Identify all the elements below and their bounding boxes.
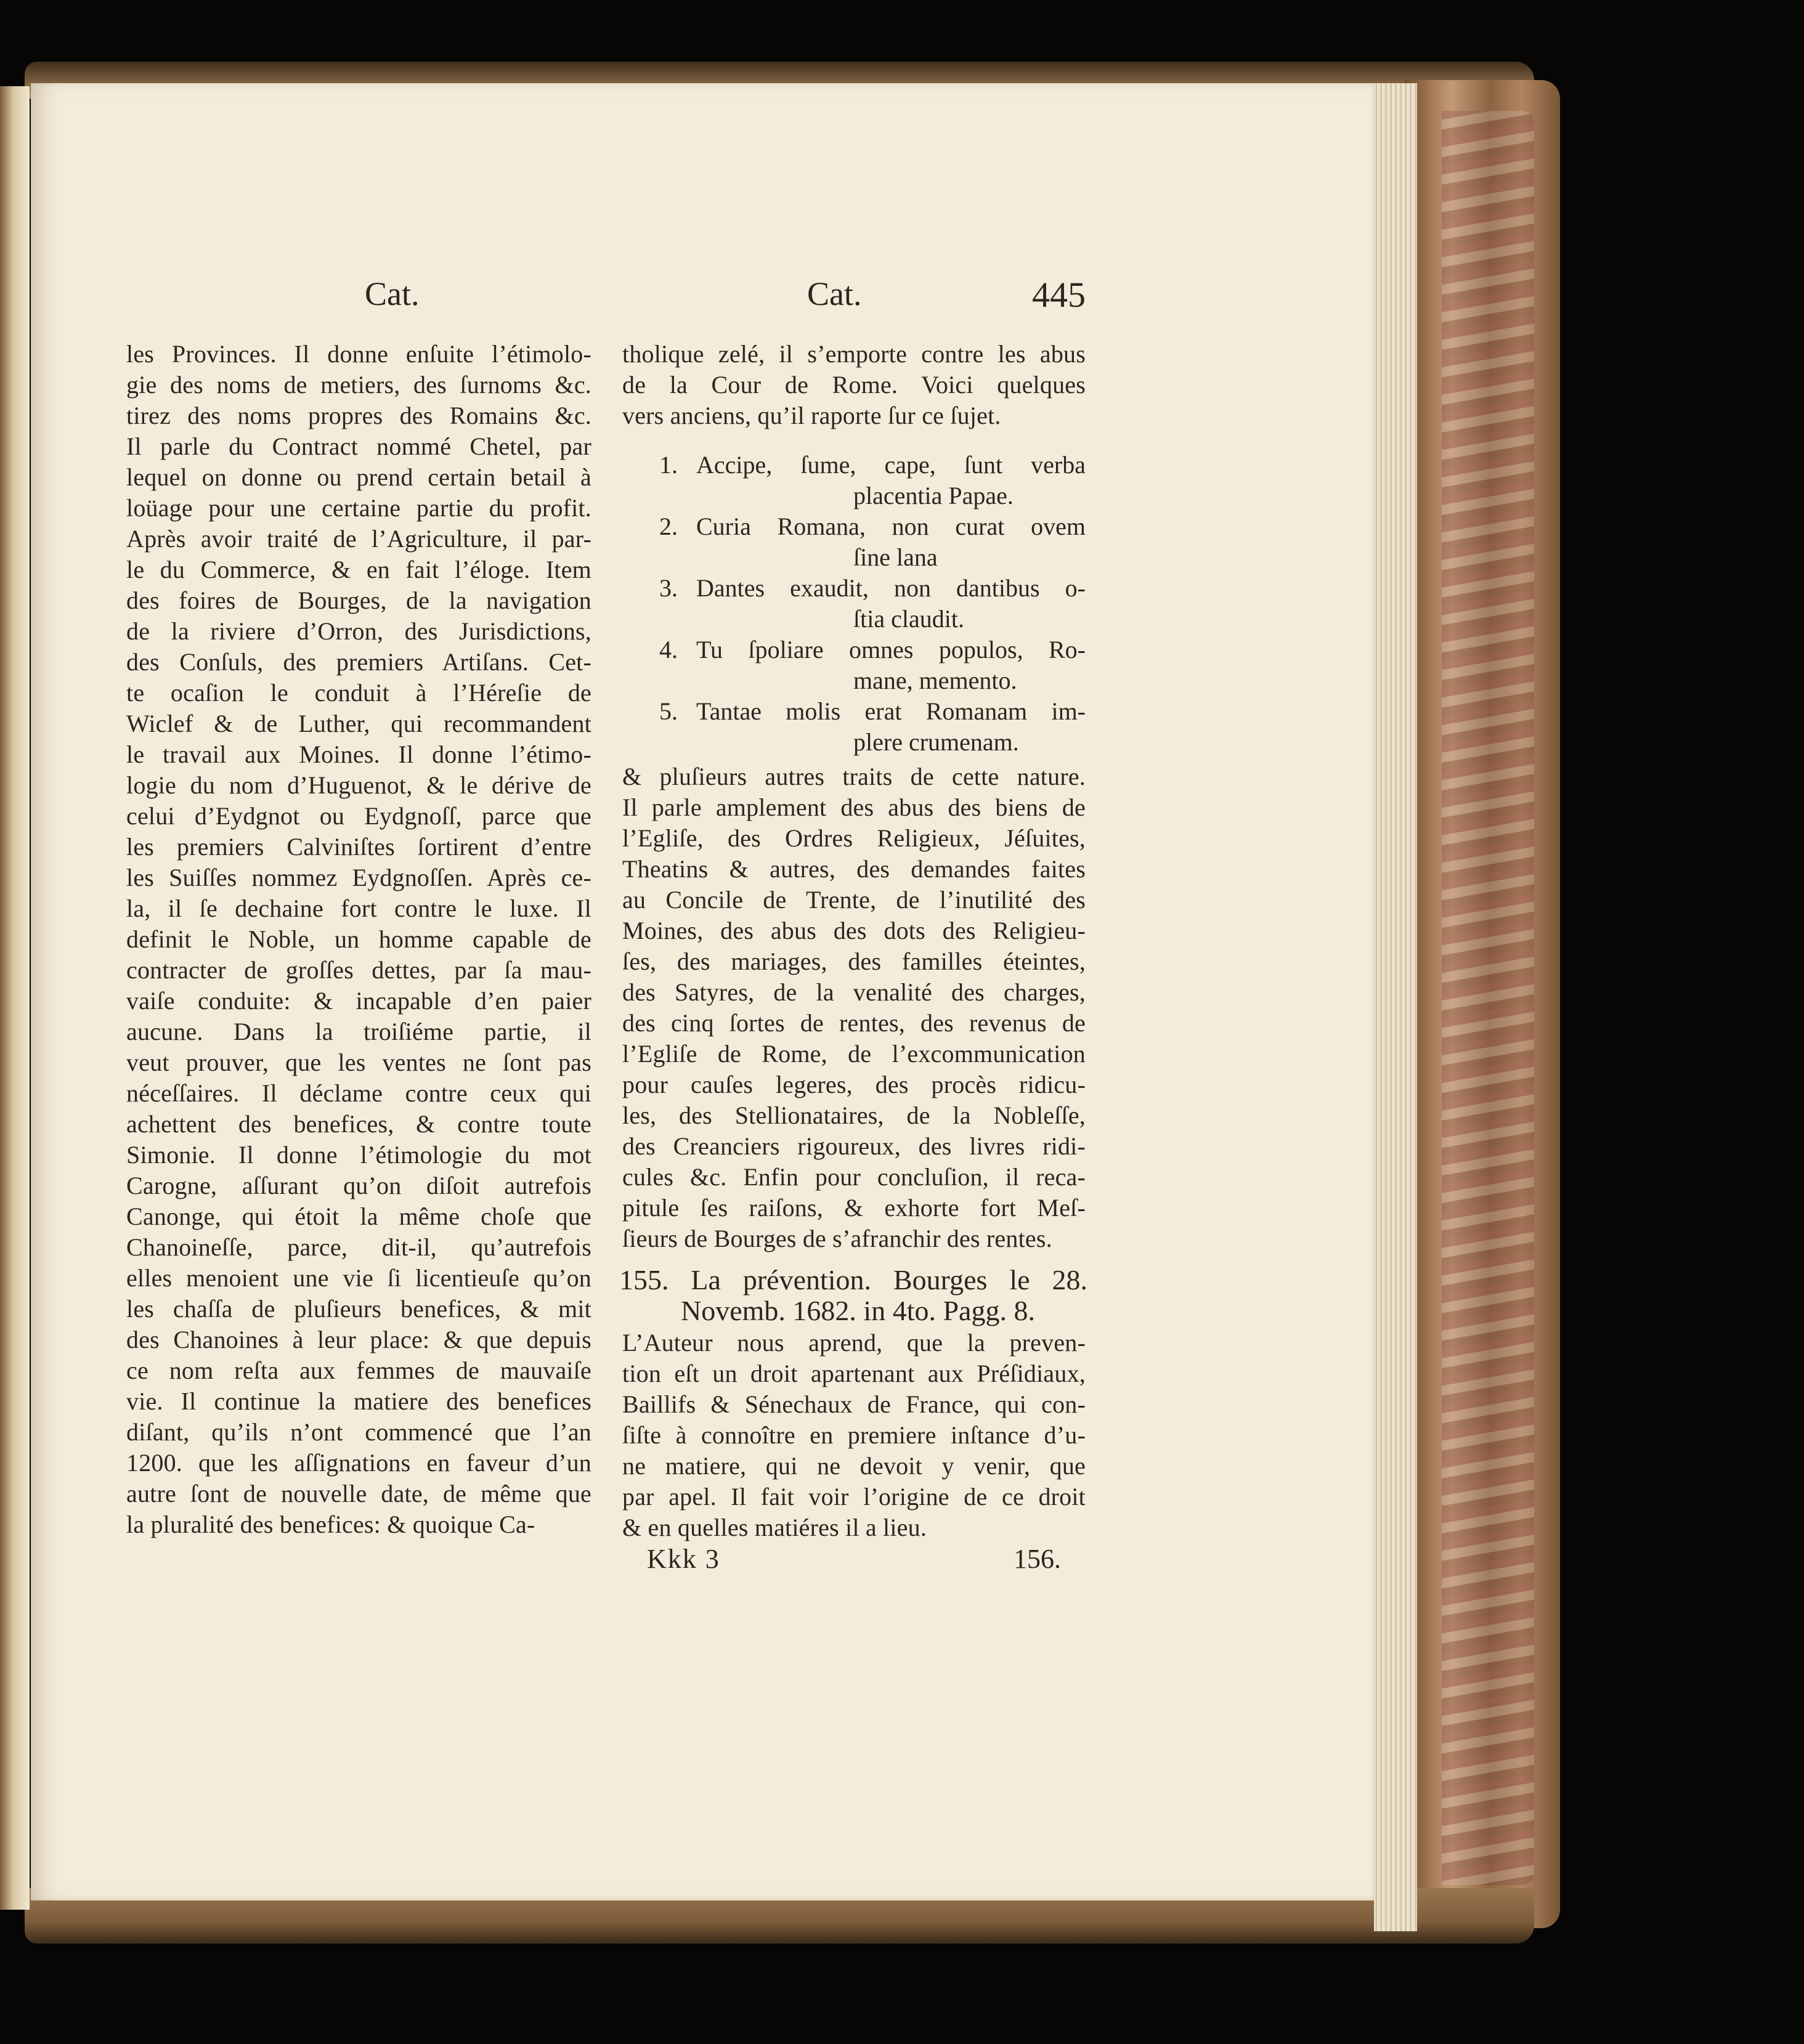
text-line: L’Auteur nous aprend, que la preven- [622,1329,1086,1357]
verse-line-2: placentia Papae. [853,482,1014,509]
right-column-intro [622,339,1086,431]
facing-page-edge [0,86,30,1910]
verse-line-2: mane, memento. [853,667,1017,694]
text-line: vers anciens, qu’il raporte ſur ce ſujet. [622,402,1001,429]
text-line: tirez des noms propres des Romains &c. [126,402,591,429]
text-line: Simonie. Il donne l’étimologie du mot [126,1141,591,1169]
text-line: les premiers Calviniſtes ſortirent d’entre [126,833,591,861]
text-line: Canonge, qui étoit la même choſe que [126,1202,591,1230]
text-line: cules &c. Enfin pour concluſion, il reca- [622,1163,1086,1191]
text-line: les Provinces. Il donne enſuite l’étimolo- [126,340,591,368]
text-line: definit le Noble, un homme capable de [126,925,591,953]
text-line: ſes, des mariages, des familles éteintes, [622,947,1086,975]
text-line: loüage pour une certaine partie du profit. [126,494,591,522]
right-column-body [622,761,1086,1254]
text-line: le travail aux Moines. Il donne l’étimo- [126,740,591,768]
text-line: ne matiere, qui ne devoit y venir, que [622,1452,1086,1480]
verse-line-1: Tantae molis erat Romanam im- [696,697,1086,725]
text-line: Carogne, aſſurant qu’on diſoit autrefois [126,1172,591,1199]
text-line: l’Egliſe, des Ordres Religieux, Jéſuites, [622,824,1086,852]
catchword: 156. [1014,1544,1061,1574]
text-line: pour cauſes legeres, des procès ridicu- [622,1071,1086,1098]
text-line: ſiſte à connoître en premiere inſtance d’u- [622,1421,1086,1449]
text-line: achettent des benefices, & contre toute [126,1110,591,1138]
left-column [126,339,591,1540]
entry-heading-line-2: Novemb. 1682. in 4to. Pagg. 8. [681,1295,1035,1326]
text-line: des Satyres, de la venalité des charges, [622,978,1086,1006]
verse-line-1: Curia Romana, non curat ovem [696,513,1086,540]
verse-line-2: plere crumenam. [853,728,1019,756]
verse-number: 3. [659,574,678,602]
text-line: Il parle amplement des abus des biens de [622,793,1086,821]
text-line: la pluralité des benefices: & quoique Ca- [126,1511,535,1538]
text-line: des Creanciers rigoureux, des livres ridi- [622,1132,1086,1160]
text-line: l’Egliſe de Rome, de l’excommunication [622,1040,1086,1068]
text-line: contracter de groſſes dettes, par ſa mau- [126,956,591,984]
verse-line-1: Tu ſpoliare omnes populos, Ro- [696,636,1086,663]
text-line: les Suiſſes nommez Eydgnoſſen. Après ce- [126,864,591,891]
text-line: lequel on donne ou prend certain betail à [126,463,591,491]
verse-item [622,573,1086,635]
text-line: 1200. que les aſſignations en faveur d’un [126,1449,591,1477]
verse-list [622,450,1086,758]
text-line: la, il ſe dechaine fort contre le luxe. Il [126,894,591,922]
page-number: 445 [1032,275,1086,315]
text-line: aucune. Dans la troiſiéme partie, il [126,1018,591,1045]
text-line: Moines, des abus des dots des Religieu- [622,917,1086,944]
text-line: veut prouver, que les ventes ne ſont pas [126,1048,591,1076]
verse-line-1: Dantes exaudit, non dantibus o- [696,574,1086,602]
verse-item [622,635,1086,696]
text-line: autre ſont de nouvelle date, de même que [126,1480,591,1507]
text-line: de la Cour de Rome. Voici quelques [622,371,1086,399]
text-line: au Concile de Trente, de l’inutilité des [622,886,1086,914]
text-line: des cinq ſortes de rentes, des revenus de [622,1009,1086,1037]
text-line: néceſſaires. Il déclame contre ceux qui [126,1079,591,1107]
text-line: par apel. Il fait voir l’origine de ce droit [622,1483,1086,1511]
text-line: tion eſt un droit apartenant aux Préſidiaux, [622,1360,1086,1387]
verse-item [622,450,1086,511]
text-line: Il parle du Contract nommé Chetel, par [126,432,591,460]
text-line: logie du nom d’Huguenot, & le dérive de [126,771,591,799]
text-line: Baillifs & Sénechaux de France, qui con- [622,1390,1086,1418]
running-head-left: Cat. [365,275,420,312]
text-line: vie. Il continue la matiere des benefices [126,1387,591,1415]
marbled-edge [1442,111,1534,1885]
text-line: Theatins & autres, des demandes faites [622,855,1086,883]
text-line: celui d’Eydgnot ou Eydgnoſſ, parce que [126,802,591,830]
entry-heading [619,1265,1087,1326]
text-line: pitule ſes raiſons, & exhorte fort Meſ- [622,1194,1086,1222]
text-line: le du Commerce, & en fait l’éloge. Item [126,556,591,583]
text-line: des Conſuls, des premiers Artiſans. Cet- [126,648,591,676]
text-line: Chanoineſſe, parce, dit-il, qu’autrefois [126,1233,591,1261]
verse-line-1: Accipe, ſume, cape, ſunt verba [696,451,1086,479]
text-line: de la riviere d’Orron, des Jurisdictions, [126,617,591,645]
text-line: les chaſſa de pluſieurs benefices, & mit [126,1295,591,1323]
verse-item [622,511,1086,573]
verse-number: 2. [659,513,678,540]
text-line: des foires de Bourges, de la navigation [126,586,591,614]
verse-line-2: ſtia claudit. [853,605,964,633]
text-line: des Chanoines à leur place: & que depuis [126,1326,591,1353]
text-line: elles menoient une vie ſi licentieuſe qu’on [126,1264,591,1292]
text-line: & en quelles matiéres il a lieu. [622,1514,927,1541]
verse-number: 5. [659,697,678,725]
text-line: ſieurs de Bourges de s’afranchir des rentes. [622,1225,1052,1252]
signature-mark: Kkk 3 [647,1544,720,1574]
verse-number: 4. [659,636,678,663]
text-line: Wiclef & de Luther, qui recommandent [126,710,591,737]
text-line: ce nom reſta aux femmes de mauvaiſe [126,1357,591,1384]
entry-description [622,1328,1086,1543]
verse-line-2: ſine lana [853,543,938,571]
verse-number: 1. [659,451,678,479]
text-line: gie des noms de metiers, des ſurnoms &c. [126,371,591,399]
text-line: vaiſe conduite: & incapable d’en paier [126,987,591,1015]
text-line: les, des Stellionataires, de la Nobleſſe, [622,1101,1086,1129]
text-line: diſant, qu’ils n’ont commencé que l’an [126,1418,591,1446]
text-line: & pluſieurs autres traits de cette nature. [622,763,1086,790]
entry-heading-line-1: 155. La prévention. Bourges le 28. [619,1264,1087,1296]
page-block-edges [1374,83,1417,1931]
verse-item [622,696,1086,758]
running-head-right: Cat. [807,275,862,312]
text-line: tholique zelé, il s’emporte contre les abus [622,340,1086,368]
text-line: Après avoir traité de l’Agriculture, il par- [126,525,591,553]
text-line: te ocaſion le conduit à l’Héreſie de [126,679,591,707]
